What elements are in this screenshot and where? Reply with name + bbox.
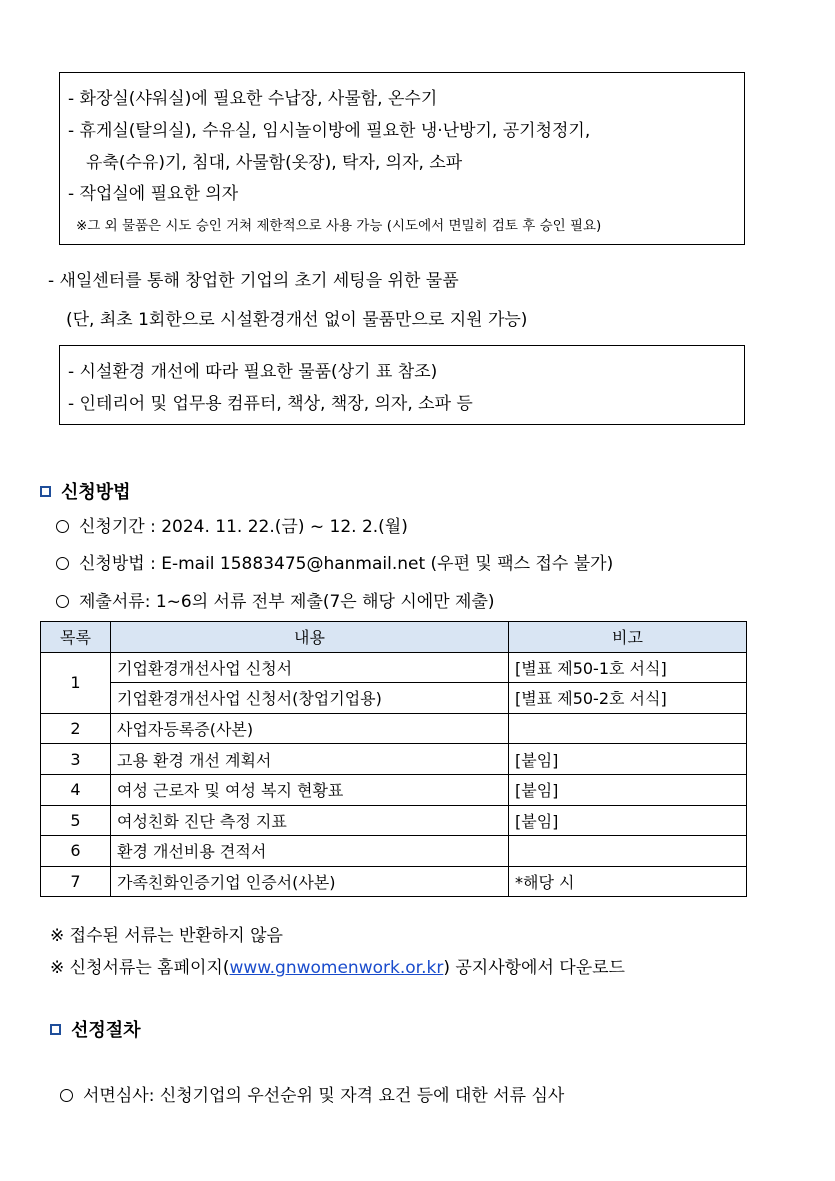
row-content: 고용 환경 개선 계획서 [111,744,509,775]
row-content: 가족친화인증기업 인증서(사본) [111,866,509,897]
header-remarks: 비고 [509,622,747,653]
row-number: 1 [41,652,111,713]
startup-line-1: - 새일센터를 통해 창업한 기업의 초기 세팅을 위한 물품 [48,271,459,291]
download-suffix: ) 공지사항에서 다운로드 [443,958,625,978]
homepage-link[interactable]: www.gnwomenwork.or.kr [229,958,444,978]
table-row [41,744,747,775]
apply-docs [56,587,495,612]
row-content: 여성친화 진단 측정 지표 [111,805,509,836]
row-remark: [별표 제50-2호 서식] [509,683,747,714]
apply-method-text: 신청방법 : E-mail 15883475@hanmail.net (우편 및 팩스 접수 불가) [79,554,614,574]
table-header-row [41,622,747,653]
table-row [41,866,747,897]
circle-bullet-icon [56,595,69,608]
box2-line-2: - 인테리어 및 업무용 컴퓨터, 책상, 책장, 의자, 소파 등 [68,394,473,414]
row-remark: [붙임] [509,805,747,836]
row-remark [509,836,747,867]
apply-method [56,549,613,574]
documents-table [40,621,747,897]
items-box-facilities [59,72,745,245]
table-row [41,774,747,805]
apply-period-text: 신청기간 : 2024. 11. 22.(금) ~ 12. 2.(월) [79,517,408,537]
row-content: 기업환경개선사업 신청서 [111,652,509,683]
row-remark: [별표 제50-1호 서식] [509,652,747,683]
row-remark: *해당 시 [509,866,747,897]
row-number: 2 [41,713,111,744]
table-row [41,713,747,744]
circle-bullet-icon [56,557,69,570]
row-number: 4 [41,774,111,805]
download-prefix: ※ 신청서류는 홈페이지( [50,958,230,978]
row-content: 사업자등록증(사본) [111,713,509,744]
row-remark: [붙임] [509,774,747,805]
box1-line-1: - 화장실(샤워실)에 필요한 수납장, 사물함, 온수기 [68,89,438,109]
apply-heading-text: 신청방법 [61,482,131,503]
apply-period [56,512,408,537]
box1-line-4: - 작업실에 필요한 의자 [68,184,239,204]
table-row [41,836,747,867]
row-remark [509,713,747,744]
box2-line-1: - 시설환경 개선에 따라 필요한 물품(상기 표 참조) [68,362,438,382]
section-heading-apply [40,478,131,504]
startup-line-2: (단, 최초 1회한으로 시설환경개선 없이 물품만으로 지원 가능) [66,310,528,330]
row-number: 6 [41,836,111,867]
document-review-text: 서면심사: 신청기업의 우선순위 및 자격 요건 등에 대한 서류 심사 [83,1086,565,1106]
row-remark: [붙임] [509,744,747,775]
square-bullet-icon [50,1024,61,1035]
square-bullet-icon [40,486,51,497]
circle-bullet-icon [60,1089,73,1102]
row-number: 3 [41,744,111,775]
selection-document-review [60,1081,564,1106]
row-number: 7 [41,866,111,897]
box1-line-2: - 휴게실(탈의실), 수유실, 임시놀이방에 필요한 냉·난방기, 공기청정기, [68,121,591,141]
row-content: 여성 근로자 및 여성 복지 현황표 [111,774,509,805]
selection-heading-text: 선정절차 [71,1020,141,1041]
circle-bullet-icon [56,520,69,533]
section-heading-selection [50,1016,141,1042]
note-not-returned: ※ 접수된 서류는 반환하지 않음 [50,926,283,946]
row-content: 기업환경개선사업 신청서(창업기업용) [111,683,509,714]
table-row [41,805,747,836]
box1-note: ※그 외 물품은 시도 승인 거쳐 제한적으로 사용 가능 (시도에서 면밀히 검토 후 승인 필요) [76,218,602,234]
row-number: 5 [41,805,111,836]
table-row [41,652,747,683]
apply-docs-text: 제출서류: 1~6의 서류 전부 제출(7은 해당 시에만 제출) [79,592,495,612]
row-content: 환경 개선비용 견적서 [111,836,509,867]
note-download [50,953,625,978]
table-row [41,683,747,714]
header-content: 내용 [111,622,509,653]
box1-line-3: 유축(수유)기, 침대, 사물함(옷장), 탁자, 의자, 소파 [86,153,463,173]
header-list: 목록 [41,622,111,653]
items-box-startup [59,345,745,425]
